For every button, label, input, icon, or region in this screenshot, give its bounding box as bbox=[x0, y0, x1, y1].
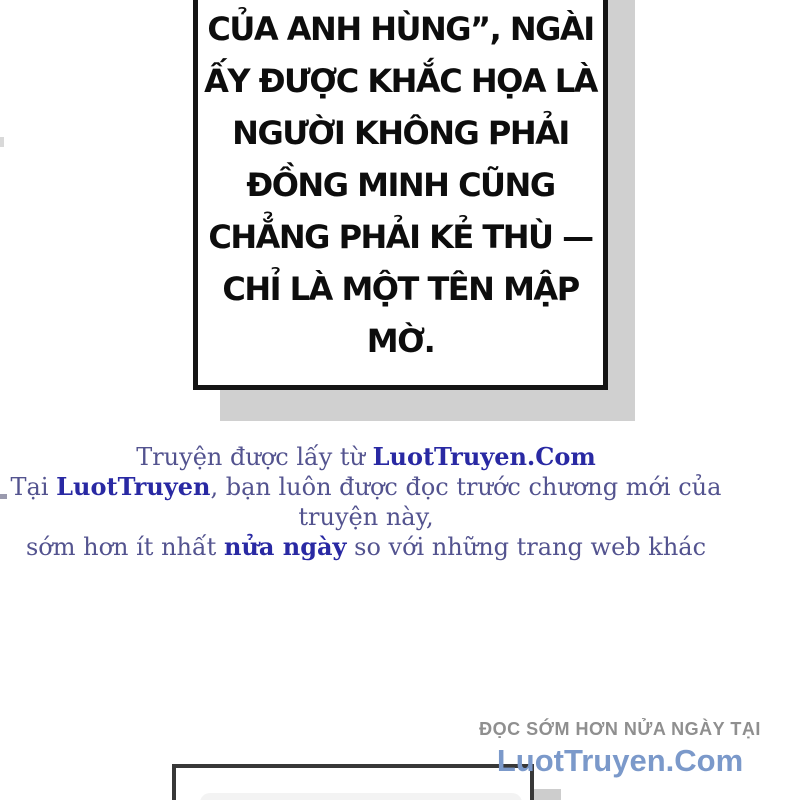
speech-line: MỜ. bbox=[366, 322, 435, 360]
page-edge-artifact bbox=[0, 494, 7, 499]
speech-line: ĐỒNG MINH CŨNG bbox=[246, 166, 555, 204]
speech-line: NGƯỜI KHÔNG PHẢI bbox=[232, 114, 569, 152]
site-watermark bbox=[0, 442, 732, 562]
watermark-line-2 bbox=[0, 472, 732, 532]
watermark-site-name: LuotTruyen.Com bbox=[372, 442, 596, 471]
speech-line: CỦA ANH HÙNG”, NGÀI bbox=[207, 10, 594, 48]
speech-line: CHẲNG PHẢI KẺ THÙ — bbox=[208, 218, 593, 256]
watermark-site-name: LuotTruyen bbox=[56, 472, 211, 501]
watermark-line-3 bbox=[0, 532, 732, 562]
next-panel-inner-shape bbox=[200, 793, 522, 800]
speech-line: CHỈ LÀ MỘT TÊN MẬP bbox=[222, 270, 579, 308]
watermark-text: so với những trang web khác bbox=[346, 533, 707, 561]
watermark-text: , bạn luôn được đọc trước chương mới của truyện này, bbox=[210, 473, 722, 531]
speech-text bbox=[198, 3, 603, 367]
speech-line: ẤY ĐƯỢC KHẮC HỌA LÀ bbox=[204, 62, 597, 100]
watermark-text: sớm hơn ít nhất bbox=[25, 533, 224, 561]
promo-tagline: ĐỌC SỚM HƠN NỬA NGÀY TẠI bbox=[479, 719, 761, 739]
watermark-text: Tại bbox=[10, 473, 57, 501]
footer-promo bbox=[455, 719, 785, 779]
watermark-highlight: nửa ngày bbox=[223, 532, 347, 561]
speech-panel bbox=[193, 0, 608, 390]
watermark-text: Truyện được lấy từ bbox=[136, 443, 373, 471]
page-edge-artifact bbox=[0, 137, 4, 147]
watermark-line-1 bbox=[0, 442, 732, 472]
promo-site-name: LuotTruyen.Com bbox=[496, 743, 744, 778]
